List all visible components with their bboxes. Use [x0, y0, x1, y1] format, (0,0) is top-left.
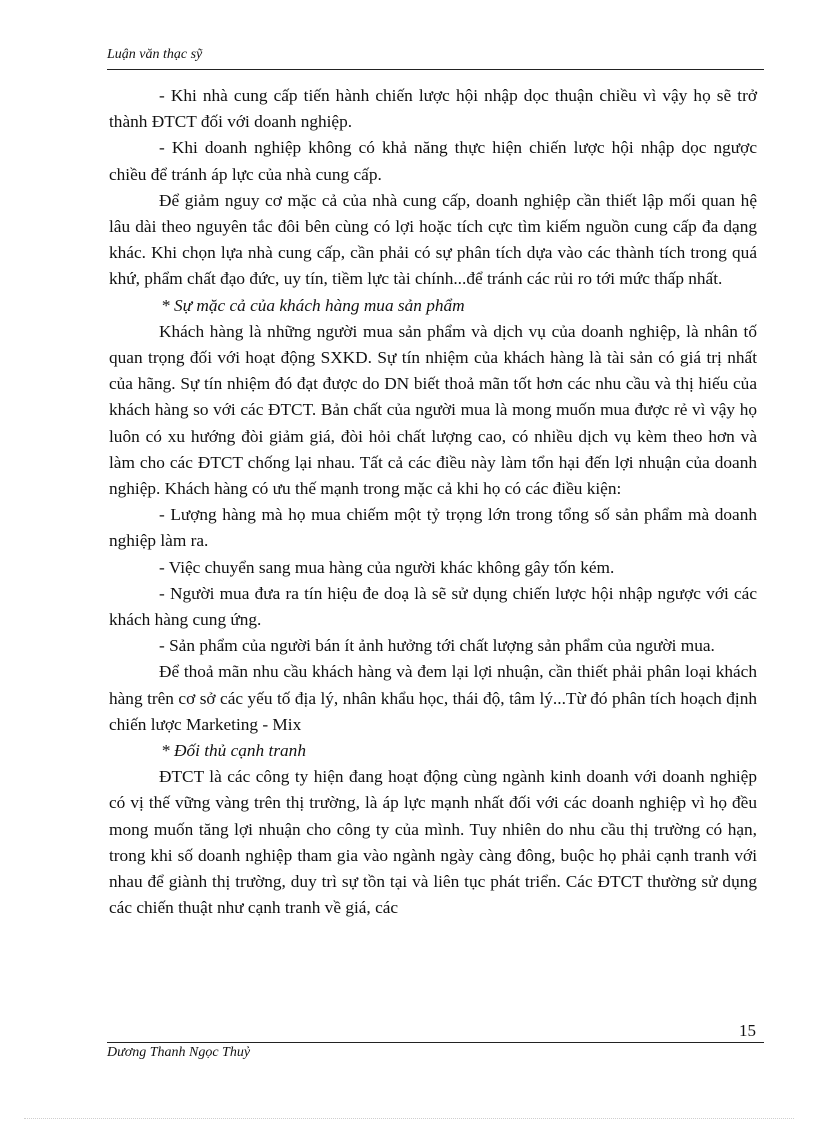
body-paragraph: Để thoả mãn nhu cầu khách hàng và đem lại lợi nhuận, cần thiết phải phân loại khách hàng trên cơ sở các yếu tố địa lý, nhân khẩu học, thái độ, tâm lý...Từ đó phân tích hoạch định chiến lược Marketing - Mix — [109, 662, 757, 734]
body-paragraph: Khách hàng là những người mua sản phẩm và dịch vụ của doanh nghiệp, là nhân tố quan trọng đối với hoạt động SXKD. Sự tín nhiệm của khách hàng là tài sản có giá trị nhất của hãng. Sự tín nhiệm đó đạt được do DN biết thoả mãn tốt hơn các nhu cầu và thị hiếu của khách hàng so với các ĐTCT. Bản chất của người mua là mong muốn mua được rẻ vì vậy họ luôn có xu hướng đòi giảm giá, đòi hỏi chất lượng cao, có nhiều dịch vụ kèm theo hơn và làm cho các ĐTCT chống lại nhau. Tất cả các điều này làm tổn hại đến lợi nhuận của doanh nghiệp. Khách hàng có ưu thế mạnh trong mặc cả khi họ có các điều kiện: — [109, 321, 757, 499]
section-heading-customer-bargaining: * Sự mặc cả của khách hàng mua sản phẩm — [161, 295, 465, 315]
section-heading-competitors: * Đối thủ cạnh tranh — [161, 741, 306, 761]
header-divider — [107, 69, 764, 70]
body-paragraph: - Khi doanh nghiệp không có khả năng thực hiện chiến lược hội nhập dọc ngược chiều để tránh áp lực của nhà cung cấp. — [109, 138, 757, 184]
body-paragraph: Để giảm nguy cơ mặc cả của nhà cung cấp, doanh nghiệp cần thiết lập mối quan hệ lâu dài theo nguyên tắc đôi bên cùng có lợi hoặc tích cực tìm kiếm nguồn cung cấp đa dạng khác. Khi chọn lựa nhà cung cấp, cần phải có sự phân tích dựa vào các thành tích trong quá khứ, phẩm chất đạo đức, uy tín, tiềm lực tài chính...để tránh các rủi ro tới mức thấp nhất. — [109, 190, 757, 289]
body-paragraph: - Lượng hàng mà họ mua chiếm một tỷ trọng lớn trong tổng số sản phẩm mà doanh nghiệp làm ra. — [109, 505, 757, 551]
body-paragraph: - Khi nhà cung cấp tiến hành chiến lược hội nhập dọc thuận chiều vì vậy họ sẽ trở thành ĐTCT đối với doanh nghiệp. — [109, 86, 757, 132]
page-header-title: Luận văn thạc sỹ — [107, 47, 203, 62]
footer-author: Dương Thanh Ngọc Thuỷ — [107, 1045, 251, 1060]
body-paragraph: - Sản phẩm của người bán ít ảnh hưởng tới chất lượng sản phẩm của người mua. — [159, 636, 715, 656]
body-paragraph: ĐTCT là các công ty hiện đang hoạt động cùng ngành kinh doanh với doanh nghiệp có vị thế vững vàng trên thị trường, là áp lực mạnh nhất đối với các doanh nghiệp vì họ đều mong muốn tăng lợi nhuận cho công ty của mình. Tuy nhiên do nhu cầu thị trường có hạn, trong khi số doanh nghiệp tham gia vào ngành ngày càng đông, buộc họ phải cạnh tranh với nhau để giành thị trường, duy trì sự tồn tại và liên tục phát triển. Các ĐTCT thường sử dụng các chiến thuật như cạnh tranh về giá, các — [109, 767, 757, 918]
footer-divider — [107, 1042, 764, 1043]
page-number: 15 — [739, 1021, 756, 1040]
body-paragraph: - Người mua đưa ra tín hiệu đe doạ là sẽ sử dụng chiến lược hội nhập ngược với các khách hàng cung ứng. — [109, 583, 757, 630]
page-edge-divider — [24, 1118, 794, 1119]
body-paragraph: - Việc chuyển sang mua hàng của người khác không gây tốn kém. — [159, 557, 615, 577]
document-body — [109, 83, 757, 922]
